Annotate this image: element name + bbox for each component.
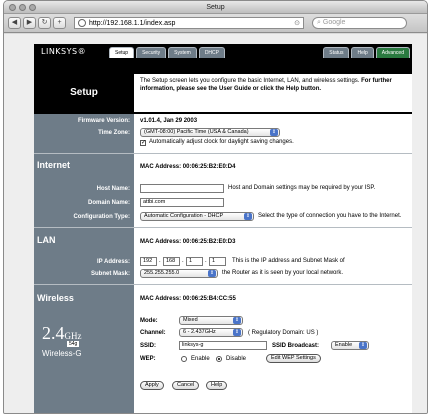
tab-advanced[interactable]: Advanced [376,47,410,58]
tab-system[interactable]: System [168,47,197,58]
ip-dot: . [182,258,184,264]
secondary-tabs [323,47,410,58]
channel-label: Channel: [140,330,166,336]
add-bookmark-button[interactable]: + [53,17,66,29]
chevron-down-icon: ⇕ [271,129,277,135]
ssid-label: SSID: [140,343,157,349]
ssid-broadcast-label: SSID Broadcast: [272,343,320,349]
address-reload-icon[interactable]: ⊙ [294,20,300,27]
timezone-label: Time Zone: [98,130,130,136]
tab-dhcp[interactable]: DHCP [199,47,225,58]
channel-value: 6 - 2.437GHz [183,329,216,335]
ssid-broadcast-select[interactable] [331,341,369,350]
ip-address-label: IP Address: [96,259,130,265]
window-title: Setup [206,4,225,11]
channel-select[interactable] [179,328,243,337]
window-controls [9,4,36,11]
browser-window [3,0,428,414]
edit-wep-button[interactable]: Edit WEP Settings [266,354,321,363]
subnet-mask-select[interactable] [140,269,218,278]
ip-hint: This is the IP address and Subnet Mask of [232,258,345,264]
badge-number: 2.4 [42,323,65,343]
search-icon: ⌕ [317,19,323,26]
ip-octet-2[interactable]: 168 [163,257,180,266]
wep-enable-label: Enable [191,356,210,362]
section-internet: Internet [37,160,71,170]
ssid-broadcast-value: Enable [335,342,353,348]
domain-name-label: Domain Name: [87,200,130,206]
host-name-input[interactable] [140,184,224,193]
wep-enable-radio[interactable] [181,356,187,362]
chevron-down-icon: ⇕ [245,213,251,219]
search-field[interactable] [312,17,407,29]
ip-octet-4[interactable]: 1 [209,257,226,266]
host-hint: Host and Domain settings may be required by your ISP. [228,185,376,191]
ip-dot: . [205,258,207,264]
domain-name-input[interactable]: attbi.com [140,198,224,207]
ip-octet-1[interactable]: 192 [140,257,157,266]
reload-button[interactable]: ↻ [38,17,51,29]
firmware-label: Firmware Version: [77,118,130,124]
chevron-down-icon: ⇕ [234,317,240,323]
regulatory-domain: ( Regulatory Domain: US ) [248,330,319,336]
wep-label: WEP: [140,356,156,362]
setup-description [140,77,408,93]
config-hint: Select the type of connection you have to the Internet. [258,213,402,219]
address-text: http://192.168.1.1/index.asp [89,19,176,27]
header-divider [34,112,412,114]
divider-lan [34,227,412,228]
subnet-mask-label: Subnet Mask: [90,271,130,277]
close-window-icon[interactable] [9,4,16,11]
cancel-button[interactable]: Cancel [172,381,199,390]
title-bar [4,1,427,14]
config-type-value: Automatic Configuration - DHCP [144,213,224,219]
dst-label: Automatically adjust clock for daylight saving changes. [149,139,294,145]
zoom-window-icon[interactable] [29,4,36,11]
description-text: The Setup screen lets you configure the basic Internet, LAN, and wireless settings. [140,78,360,84]
lan-mac: MAC Address: 00:06:25:B2:E0:D3 [140,239,236,245]
divider-wireless [34,284,412,285]
firmware-value: v1.01.4, Jan 29 2003 [140,118,198,124]
address-bar[interactable] [74,17,304,29]
chevron-down-icon: ⇕ [360,342,366,348]
forward-button[interactable]: ▶ [23,17,36,29]
wireless-mac: MAC Address: 00:06:25:B4:CC:55 [140,296,236,302]
badge-ghz: GHz [64,331,82,341]
mode-select[interactable] [179,316,243,325]
badge-wireless-g: Wireless-G [42,349,82,358]
search-placeholder: Google [322,19,346,26]
divider-internet [34,153,412,154]
subnet-mask-value: 255.255.255.0 [144,270,180,276]
apply-button[interactable]: Apply [140,381,164,390]
subnet-hint: the Router as it is seen by your local network. [222,270,344,276]
browser-toolbar [4,14,427,33]
section-wireless: Wireless [37,293,74,303]
ip-dot: . [159,258,161,264]
ssid-input[interactable]: linksys-g [179,341,267,350]
internet-mac: MAC Address: 00:06:25:B2:E0:D4 [140,164,236,170]
dst-checkbox[interactable]: ✓ [141,140,147,146]
host-name-label: Host Name: [96,186,130,192]
minimize-window-icon[interactable] [19,4,26,11]
linksys-logo: LINKSYS® [41,47,87,56]
chevron-down-icon: ⇕ [209,270,215,276]
ip-octet-3[interactable]: 1 [186,257,203,266]
globe-icon [78,19,86,27]
main-tabs [109,47,225,58]
help-button[interactable]: Help [206,381,227,390]
page-content [4,34,427,413]
wep-disable-radio[interactable] [216,356,222,362]
mode-label: Mode: [140,318,158,324]
router-page [34,34,412,413]
mode-value: Mixed [183,317,198,323]
timezone-value: (GMT-08:00) Pacific Time (USA & Canada) [144,129,249,135]
section-lan: LAN [37,235,56,245]
timezone-select[interactable] [140,128,280,137]
description-help-text: For further information, please see the User Guide or click the Help button. [140,78,392,92]
page-title: Setup [70,87,98,98]
tab-status[interactable]: Status [323,47,349,58]
tab-security[interactable]: Security [136,47,166,58]
chevron-down-icon: ⇕ [234,329,240,335]
config-type-select[interactable] [140,212,254,221]
tab-setup[interactable]: Setup [109,47,134,58]
config-type-label: Configuration Type: [73,214,130,220]
badge-54g: 54g [69,341,78,347]
tab-help[interactable]: Help [351,47,373,58]
wep-disable-label: Disable [226,356,247,362]
back-button[interactable]: ◀ [8,17,21,29]
